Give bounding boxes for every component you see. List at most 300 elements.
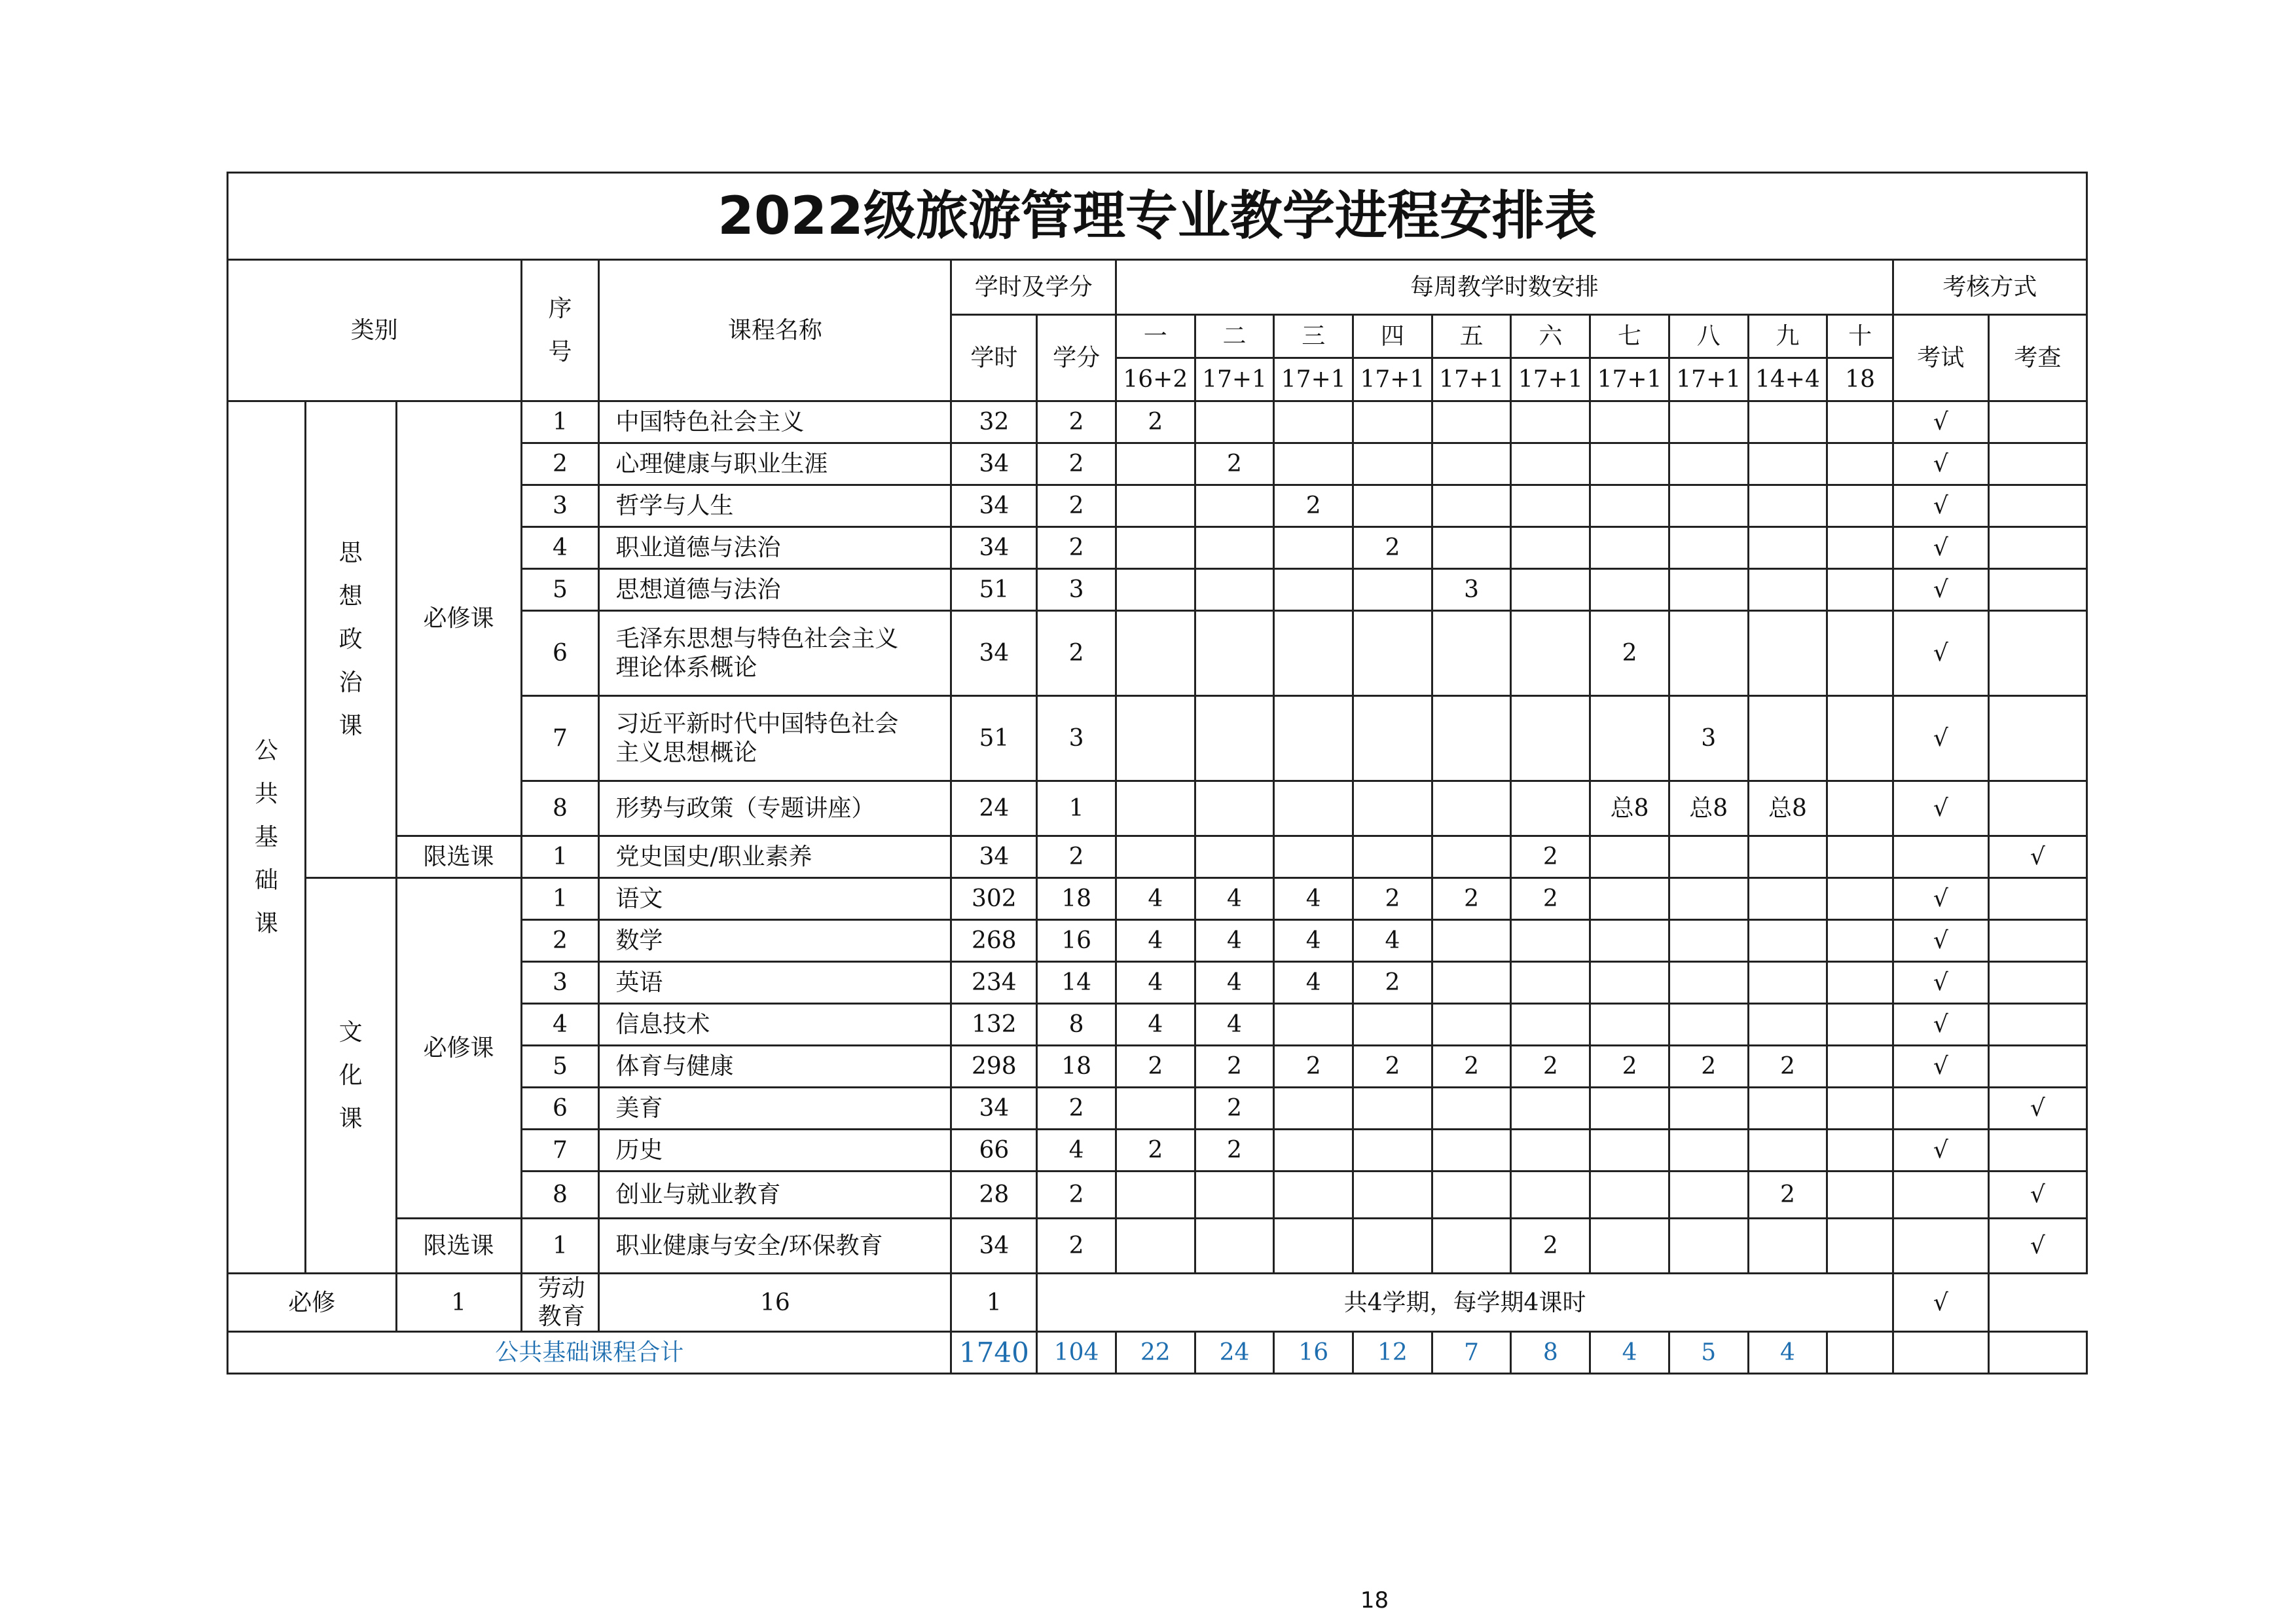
exam-mark [1893, 1219, 1988, 1274]
header-check: 考查 [1988, 315, 2086, 401]
semester-header: 三 [1274, 315, 1353, 358]
exam-mark: √ [1893, 569, 1988, 611]
semester-hours [1195, 611, 1274, 696]
semester-hours [1748, 1004, 1827, 1046]
semester-hours [1511, 443, 1590, 485]
semester-hours: 2 [1432, 1046, 1511, 1088]
semester-hours: 4 [1116, 878, 1195, 920]
total-label: 公共基础课程合计 [228, 1332, 951, 1374]
table-row [228, 836, 2087, 878]
semester-hours: 4 [1116, 920, 1195, 962]
semester-hours [1195, 401, 1274, 443]
semester-hours [1195, 1172, 1274, 1219]
semester-hours [1827, 1004, 1893, 1046]
semester-hours [1511, 485, 1590, 527]
group-required-short: 必修 [228, 1274, 397, 1332]
course-credits: 1 [951, 1274, 1037, 1332]
course-name: 创业与就业教育 [599, 1172, 951, 1219]
semester-weeks: 17+1 [1669, 358, 1748, 401]
semester-hours [1590, 401, 1669, 443]
semester-hours [1669, 962, 1748, 1004]
total-row [228, 1332, 2087, 1374]
semester-hours: 总8 [1590, 781, 1669, 836]
semester-hours: 4 [1195, 920, 1274, 962]
semester-hours [1432, 781, 1511, 836]
semester-hours [1116, 443, 1195, 485]
semester-hours: 4 [1274, 962, 1353, 1004]
semester-header: 七 [1590, 315, 1669, 358]
semester-hours: 4 [1195, 1004, 1274, 1046]
check-mark: √ [1988, 1172, 2086, 1219]
semester-hours: 2 [1590, 1046, 1669, 1088]
semester-hours [1669, 1088, 1748, 1130]
semester-hours [1669, 920, 1748, 962]
semester-hours [1353, 781, 1432, 836]
exam-mark: √ [1893, 1130, 1988, 1172]
total-semester-hours: 4 [1590, 1332, 1669, 1374]
semester-hours [1432, 1130, 1511, 1172]
check-mark [1988, 962, 2086, 1004]
semester-hours [1748, 962, 1827, 1004]
total-semester-hours: 7 [1432, 1332, 1511, 1374]
semester-hours [1353, 1130, 1432, 1172]
course-hours: 268 [951, 920, 1037, 962]
course-credits: 2 [1037, 485, 1116, 527]
total-credits: 104 [1037, 1332, 1116, 1374]
course-hours: 16 [599, 1274, 951, 1332]
course-name: 语文 [599, 878, 951, 920]
semester-hours: 2 [1116, 401, 1195, 443]
semester-header: 一 [1116, 315, 1195, 358]
semester-hours [1590, 443, 1669, 485]
semester-hours [1590, 920, 1669, 962]
semester-hours [1432, 443, 1511, 485]
semester-hours [1511, 527, 1590, 569]
exam-mark: √ [1893, 1046, 1988, 1088]
semester-hours [1195, 569, 1274, 611]
semester-hours [1511, 1088, 1590, 1130]
course-name: 信息技术 [599, 1004, 951, 1046]
check-mark: √ [1988, 836, 2086, 878]
semester-hours [1116, 1219, 1195, 1274]
course-credits: 2 [1037, 836, 1116, 878]
total-check [1988, 1332, 2086, 1374]
course-credits: 2 [1037, 1172, 1116, 1219]
header-exam: 考试 [1893, 315, 1988, 401]
page-number: 18 [1360, 1587, 1389, 1614]
semester-weeks: 17+1 [1590, 358, 1669, 401]
course-hours: 51 [951, 569, 1037, 611]
semester-hours [1432, 1088, 1511, 1130]
semester-hours [1511, 1130, 1590, 1172]
semester-hours [1195, 696, 1274, 781]
semester-hours [1274, 401, 1353, 443]
total-exam [1893, 1332, 1988, 1374]
semester-hours [1274, 836, 1353, 878]
course-credits: 2 [1037, 527, 1116, 569]
semester-hours [1353, 569, 1432, 611]
semester-hours: 2 [1748, 1046, 1827, 1088]
check-mark [1988, 485, 2086, 527]
course-hours: 28 [951, 1172, 1037, 1219]
group-required: 必修课 [396, 401, 521, 836]
course-name: 历史 [599, 1130, 951, 1172]
exam-mark: √ [1893, 401, 1988, 443]
check-mark: √ [1988, 1219, 2086, 1274]
course-hours: 24 [951, 781, 1037, 836]
semester-hours [1116, 485, 1195, 527]
exam-mark: √ [1893, 611, 1988, 696]
table-row [228, 1219, 2087, 1274]
course-name: 英语 [599, 962, 951, 1004]
semester-hours [1195, 485, 1274, 527]
semester-hours [1274, 1004, 1353, 1046]
semester-hours [1748, 401, 1827, 443]
check-mark [1988, 527, 2086, 569]
semester-hours [1195, 527, 1274, 569]
semester-weeks: 18 [1827, 358, 1893, 401]
semester-hours [1827, 836, 1893, 878]
course-hours: 132 [951, 1004, 1037, 1046]
semester-hours [1195, 836, 1274, 878]
course-hours: 32 [951, 401, 1037, 443]
semester-hours [1669, 1172, 1748, 1219]
semester-hours [1590, 1004, 1669, 1046]
semester-hours [1274, 1172, 1353, 1219]
exam-mark: √ [1893, 527, 1988, 569]
semester-hours [1511, 1172, 1590, 1219]
semester-hours [1590, 696, 1669, 781]
course-name: 毛泽东思想与特色社会主义 理论体系概论 [599, 611, 951, 696]
semester-hours [1669, 569, 1748, 611]
semester-hours [1827, 1046, 1893, 1088]
semester-hours [1590, 527, 1669, 569]
exam-mark: √ [1893, 962, 1988, 1004]
semester-hours: 4 [1116, 962, 1195, 1004]
semester-hours [1827, 527, 1893, 569]
semester-header: 六 [1511, 315, 1590, 358]
course-credits: 14 [1037, 962, 1116, 1004]
semester-hours [1669, 485, 1748, 527]
check-mark [1988, 1130, 2086, 1172]
table-row [228, 1274, 2087, 1332]
row-seq: 1 [521, 401, 599, 443]
semester-hours [1432, 836, 1511, 878]
semester-hours [1669, 1130, 1748, 1172]
semester-hours [1511, 920, 1590, 962]
semester-hours [1590, 1219, 1669, 1274]
semester-hours [1353, 401, 1432, 443]
check-mark [1988, 781, 2086, 836]
semester-hours: 4 [1353, 920, 1432, 962]
course-name: 劳动教育 [521, 1274, 599, 1332]
semester-hours [1274, 1130, 1353, 1172]
semester-hours [1511, 781, 1590, 836]
course-hours: 234 [951, 962, 1037, 1004]
exam-mark: √ [1893, 878, 1988, 920]
semester-hours [1669, 836, 1748, 878]
semester-weeks: 17+1 [1353, 358, 1432, 401]
semester-hours [1116, 527, 1195, 569]
header-assessment: 考核方式 [1893, 260, 2086, 315]
schedule-table [227, 172, 2088, 1375]
check-mark [1988, 878, 2086, 920]
check-mark: √ [1988, 1088, 2086, 1130]
total-semester-hours: 4 [1748, 1332, 1827, 1374]
exam-mark: √ [1893, 781, 1988, 836]
semester-hours [1116, 836, 1195, 878]
row-seq: 6 [521, 611, 599, 696]
row-seq: 5 [521, 569, 599, 611]
semester-hours [1353, 1172, 1432, 1219]
semester-hours [1432, 527, 1511, 569]
semester-hours [1827, 611, 1893, 696]
check-mark [1988, 1004, 2086, 1046]
course-hours: 66 [951, 1130, 1037, 1172]
semester-hours [1827, 1172, 1893, 1219]
exam-mark [1893, 1172, 1988, 1219]
course-credits: 1 [1037, 781, 1116, 836]
check-mark [1988, 920, 2086, 962]
semester-hours [1827, 878, 1893, 920]
course-credits: 8 [1037, 1004, 1116, 1046]
semester-hours [1590, 1088, 1669, 1130]
group-elective: 限选课 [396, 836, 521, 878]
semester-hours [1827, 1130, 1893, 1172]
course-credits: 3 [1037, 569, 1116, 611]
check-mark [1988, 611, 2086, 696]
semester-hours [1669, 527, 1748, 569]
course-hours: 298 [951, 1046, 1037, 1088]
semester-hours [1748, 485, 1827, 527]
semester-hours [1827, 696, 1893, 781]
semester-hours: 4 [1274, 920, 1353, 962]
semester-hours [1274, 527, 1353, 569]
semester-header: 九 [1748, 315, 1827, 358]
semester-hours [1590, 1172, 1669, 1219]
semester-hours [1432, 920, 1511, 962]
semester-hours [1116, 696, 1195, 781]
semester-hours [1353, 696, 1432, 781]
semester-hours: 2 [1511, 878, 1590, 920]
semester-hours: 2 [1353, 527, 1432, 569]
course-name: 数学 [599, 920, 951, 962]
semester-hours: 2 [1274, 485, 1353, 527]
semester-hours [1669, 401, 1748, 443]
semester-hours [1669, 1219, 1748, 1274]
semester-hours [1827, 485, 1893, 527]
semester-hours: 2 [1432, 878, 1511, 920]
semester-hours [1116, 1088, 1195, 1130]
row-seq: 2 [521, 443, 599, 485]
semester-hours [1669, 443, 1748, 485]
course-hours: 51 [951, 696, 1037, 781]
semester-hours [1827, 569, 1893, 611]
semester-hours [1195, 781, 1274, 836]
semester-hours: 2 [1353, 1046, 1432, 1088]
semester-hours [1274, 781, 1353, 836]
semester-hours [1827, 920, 1893, 962]
semester-hours [1432, 611, 1511, 696]
group-public-basic: 公 共 基 础 课 [228, 401, 306, 1274]
header-course-name: 课程名称 [599, 260, 951, 401]
semester-hours [1353, 1004, 1432, 1046]
row-seq: 4 [521, 527, 599, 569]
course-hours: 34 [951, 443, 1037, 485]
semester-hours [1748, 569, 1827, 611]
semester-hours [1274, 1088, 1353, 1130]
semester-hours [1669, 1004, 1748, 1046]
semester-hours: 2 [1511, 1219, 1590, 1274]
course-hours: 34 [951, 527, 1037, 569]
header-credits: 学分 [1037, 315, 1116, 401]
total-hours: 1740 [951, 1332, 1037, 1374]
semester-weeks: 17+1 [1432, 358, 1511, 401]
semester-hours [1669, 611, 1748, 696]
semester-hours [1432, 1219, 1511, 1274]
semester-hours: 2 [1590, 611, 1669, 696]
group-culture: 文 化 课 [305, 878, 396, 1274]
exam-mark: √ [1893, 485, 1988, 527]
semester-hours [1748, 1088, 1827, 1130]
group-ideological: 思 想 政 治 课 [305, 401, 396, 878]
semester-hours [1827, 962, 1893, 1004]
check-mark [1988, 696, 2086, 781]
semester-hours [1827, 781, 1893, 836]
semester-hours [1432, 696, 1511, 781]
semester-hours [1748, 836, 1827, 878]
header-seq: 序 号 [521, 260, 599, 401]
semester-hours: 2 [1353, 962, 1432, 1004]
course-credits: 3 [1037, 696, 1116, 781]
semester-header: 五 [1432, 315, 1511, 358]
semester-hours [1116, 781, 1195, 836]
semester-hours [1511, 401, 1590, 443]
course-credits: 2 [1037, 1088, 1116, 1130]
semester-hours [1590, 1130, 1669, 1172]
semester-weeks: 16+2 [1116, 358, 1195, 401]
header-hours: 学时 [951, 315, 1037, 401]
semester-hours [1353, 1088, 1432, 1130]
semester-hours [1353, 443, 1432, 485]
header-hours-credits: 学时及学分 [951, 260, 1116, 315]
row-seq: 6 [521, 1088, 599, 1130]
row-seq: 4 [521, 1004, 599, 1046]
semester-hours [1590, 485, 1669, 527]
course-credits: 2 [1037, 401, 1116, 443]
course-schedule-sheet [227, 172, 2088, 1614]
semester-weeks: 17+1 [1274, 358, 1353, 401]
semester-hours: 2 [1116, 1130, 1195, 1172]
course-hours: 34 [951, 611, 1037, 696]
semester-hours: 2 [1669, 1046, 1748, 1088]
semester-hours [1827, 1088, 1893, 1130]
total-semester-hours [1827, 1332, 1893, 1374]
check-mark [1988, 569, 2086, 611]
semester-weeks: 17+1 [1195, 358, 1274, 401]
group-required: 必修课 [396, 878, 521, 1219]
semester-hours [1353, 836, 1432, 878]
exam-mark [1893, 1088, 1988, 1130]
course-credits: 2 [1037, 1219, 1116, 1274]
semester-hours [1748, 611, 1827, 696]
semester-hours: 2 [1116, 1046, 1195, 1088]
semester-hours: 2 [1511, 836, 1590, 878]
check-mark [1988, 401, 2086, 443]
course-name: 职业健康与安全/环保教育 [599, 1219, 951, 1274]
check-mark [1988, 443, 2086, 485]
semester-hours [1274, 696, 1353, 781]
course-name: 哲学与人生 [599, 485, 951, 527]
row-seq: 1 [521, 878, 599, 920]
exam-mark: √ [1893, 443, 1988, 485]
semester-weeks: 17+1 [1511, 358, 1590, 401]
semester-hours [1827, 401, 1893, 443]
page-title: 2022级旅游管理专业教学进程安排表 [228, 173, 2087, 260]
course-credits: 16 [1037, 920, 1116, 962]
semester-hours [1748, 878, 1827, 920]
course-name: 习近平新时代中国特色社会 主义思想概论 [599, 696, 951, 781]
course-hours: 34 [951, 1088, 1037, 1130]
exam-mark: √ [1893, 1004, 1988, 1046]
semester-hours [1353, 611, 1432, 696]
semester-hours [1748, 696, 1827, 781]
semester-hours [1827, 443, 1893, 485]
row-seq: 1 [521, 1219, 599, 1274]
semester-header: 四 [1353, 315, 1432, 358]
row-seq: 3 [521, 485, 599, 527]
course-hours: 302 [951, 878, 1037, 920]
semester-hours [1590, 569, 1669, 611]
course-name: 形势与政策（专题讲座） [599, 781, 951, 836]
course-name: 职业道德与法治 [599, 527, 951, 569]
check-mark [1988, 1046, 2086, 1088]
table-row [228, 401, 2087, 443]
semester-hours [1590, 836, 1669, 878]
semester-weeks: 14+4 [1748, 358, 1827, 401]
course-name: 体育与健康 [599, 1046, 951, 1088]
semester-hours: 4 [1274, 878, 1353, 920]
course-name: 心理健康与职业生涯 [599, 443, 951, 485]
semester-hours [1274, 1219, 1353, 1274]
total-semester-hours: 16 [1274, 1332, 1353, 1374]
group-elective: 限选课 [396, 1219, 521, 1274]
semester-hours [1353, 485, 1432, 527]
semester-hours [1511, 569, 1590, 611]
header-category: 类别 [228, 260, 522, 401]
total-semester-hours: 24 [1195, 1332, 1274, 1374]
semester-hours [1590, 878, 1669, 920]
row-seq: 1 [521, 836, 599, 878]
semester-hours [1511, 962, 1590, 1004]
semester-header: 二 [1195, 315, 1274, 358]
semester-hours [1116, 1172, 1195, 1219]
course-hours: 34 [951, 485, 1037, 527]
course-name: 党史国史/职业素养 [599, 836, 951, 878]
course-credits: 2 [1037, 443, 1116, 485]
total-semester-hours: 8 [1511, 1332, 1590, 1374]
semester-hours [1116, 611, 1195, 696]
semester-hours [1827, 1219, 1893, 1274]
semester-hours [1116, 569, 1195, 611]
semester-hours [1432, 485, 1511, 527]
semester-hours: 3 [1669, 696, 1748, 781]
semester-hours: 总8 [1669, 781, 1748, 836]
semester-hours [1748, 443, 1827, 485]
semester-hours [1669, 878, 1748, 920]
semester-hours [1432, 1172, 1511, 1219]
course-credits: 4 [1037, 1130, 1116, 1172]
